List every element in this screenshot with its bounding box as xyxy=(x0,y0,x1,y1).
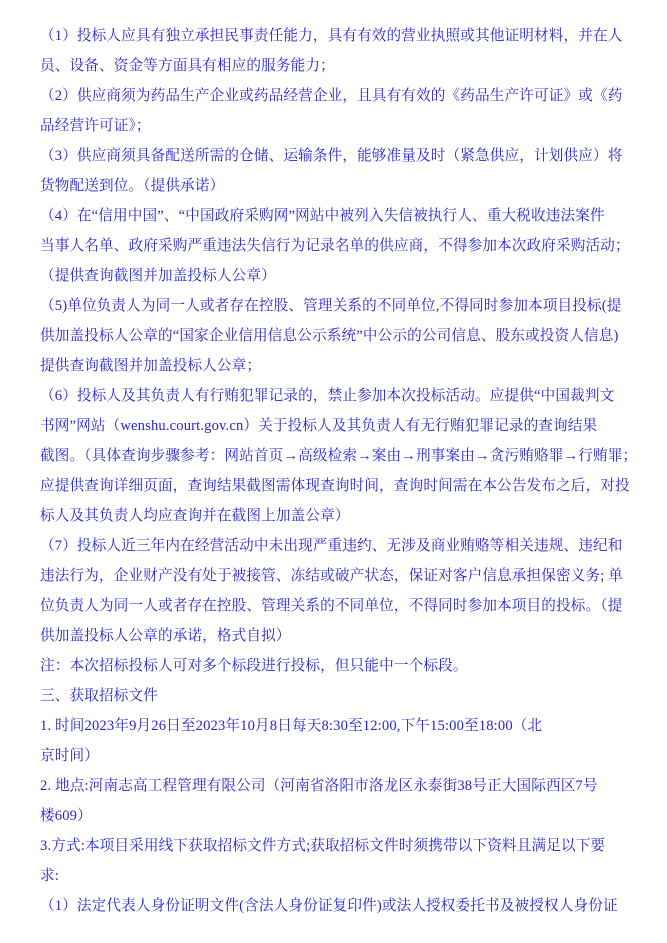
item-1-time xyxy=(40,711,632,771)
document-line: 品经营许可证》； xyxy=(40,118,151,134)
document-line: 提供查询截图并加盖投标人公章； xyxy=(40,358,262,374)
document-line: （1）投标人应具有独立承担民事责任能力，具有有效的营业执照或其他证明材料，并在人 xyxy=(40,28,623,44)
document-line: 位负责人为同一人或者存在控股、管理关系的不同单位，不得同时参加本项目的投标。（提 xyxy=(40,598,623,614)
document-line: 供加盖投标人公章的“国家企业信用信息公示系统”中公示的公司信息、股东或投资人信息) xyxy=(40,328,619,344)
document-line: 三、获取招标文件 xyxy=(40,688,158,704)
sub-item-1-id-documents xyxy=(40,891,632,921)
document-line: 书网”网站（wenshu.court.gov.cn）关于投标人及其负责人有无行贿犯罪记录的查询结果 xyxy=(40,418,598,434)
note xyxy=(40,651,632,681)
requirement-1 xyxy=(40,21,632,81)
document-line: 应提供查询详细页面，查询结果截图需体现查询时间，查询时间需在本公告发布之后，对投 xyxy=(40,478,630,494)
section-3-heading xyxy=(40,681,632,711)
item-2-location xyxy=(40,771,632,831)
requirement-6 xyxy=(40,381,638,531)
document-line: （4）在“信用中国”、“中国政府采购网”网站中被列入失信被执行人、重大税收违法案件 xyxy=(40,208,605,224)
document-line: 2. 地点:河南志高工程管理有限公司（河南省洛阳市洛龙区永泰街38号正大国际西区7号 xyxy=(40,778,598,794)
requirement-7 xyxy=(40,531,632,651)
document-line: （1）法定代表人身份证明文件(含法人身份证复印件)或法人授权委托书及被授权人身份证 xyxy=(40,898,618,914)
document-line: 供加盖投标人公章的承诺，格式自拟） xyxy=(40,628,291,644)
requirement-2 xyxy=(40,81,632,141)
document-line: （2）供应商须为药品生产企业或药品经营企业，且具有有效的《药品生产许可证》或《药 xyxy=(40,88,623,104)
document-line: 标人及其负责人均应查询并在截图上加盖公章） xyxy=(40,508,350,524)
document-line: （6）投标人及其负责人有行贿犯罪记录的，禁止参加本次投标活动。应提供“中国裁判文 xyxy=(40,388,615,404)
document-line: 求: xyxy=(40,868,59,884)
document-line: 当事人名单、政府采购严重违法失信行为记录名单的供应商，不得参加本次政府采购活动； xyxy=(40,238,630,254)
item-3-method xyxy=(40,831,632,891)
document-line: （3）供应商须具备配送所需的仓储、运输条件，能够准量及时（紧急供应，计划供应）将 xyxy=(40,148,623,164)
document-line: （5)单位负责人为同一人或者存在控股、管理关系的不同单位,不得同时参加本项目投标(提 xyxy=(40,298,622,314)
requirement-4 xyxy=(40,201,632,291)
document-line: 注：本次招标投标人可对多个标段进行投标，但只能中一个标段。 xyxy=(40,658,468,674)
document-line: 3.方式:本项目采用线下获取招标文件方式;获取招标文件时须携带以下资料且满足以下要 xyxy=(40,838,606,854)
document-line: 京时间） xyxy=(40,748,99,764)
document-line: 1. 时间2023年9月26日至2023年10月8日每天8:30至12:00,下午15:00至18:00（北 xyxy=(40,718,543,734)
requirement-5 xyxy=(40,291,632,381)
document-body xyxy=(40,21,638,921)
document-line: （7）投标人近三年内在经营活动中未出现严重违约、无涉及商业贿赂等相关违规、违纪和 xyxy=(40,538,623,554)
document-line: （提供查询截图并加盖投标人公章） xyxy=(40,268,276,284)
document-line: 货物配送到位。（提供承诺） xyxy=(40,178,225,194)
document-line: 楼609） xyxy=(40,808,92,824)
document-line: 员、设备、资金等方面具有相应的服务能力； xyxy=(40,58,335,74)
requirement-3 xyxy=(40,141,632,201)
document-line: 截图。（具体查询步骤参考：网站首页→高级检索→案由→刑事案由→贪污贿赂罪→行贿罪； xyxy=(40,448,638,464)
document-line: 违法行为，企业财产没有处于被接管、冻结或破产状态，保证对客户信息承担保密义务; 单 xyxy=(40,568,624,584)
